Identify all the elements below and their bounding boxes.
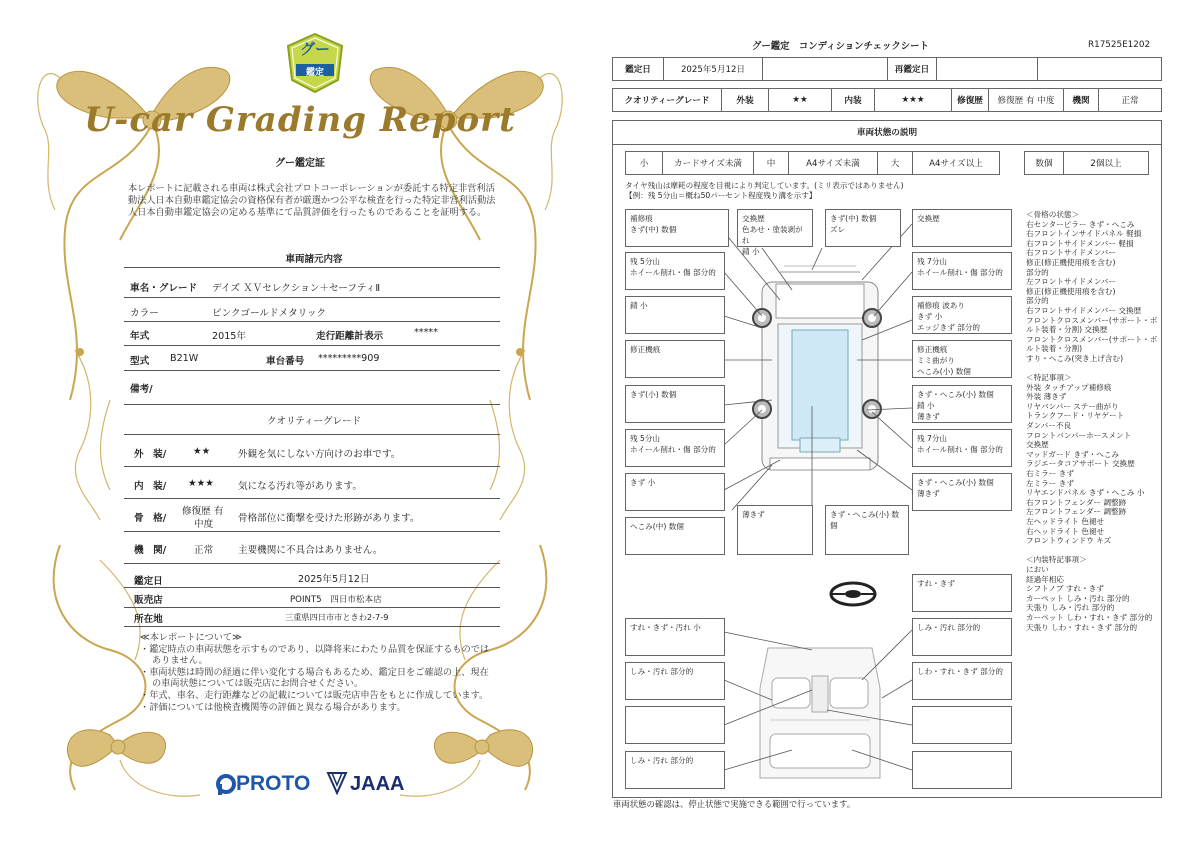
- skeleton-note-line: マッドガード きず・へこみ: [1026, 449, 1120, 459]
- note-line: 交換歴: [917, 214, 940, 223]
- engine-grade-value: 正常: [194, 545, 214, 556]
- mileage-value: *****: [414, 327, 438, 338]
- quality-grade-label: クオリティーグレード: [612, 88, 722, 112]
- skeleton-note-line: 修正(修正機使用痕を含む): [1026, 286, 1116, 296]
- note-box-int-left-4: [625, 751, 725, 789]
- exterior-grade-label: 外 装/: [134, 449, 167, 460]
- skeleton-note-line: 右フロントサイドメンバー 交換歴: [1026, 305, 1142, 315]
- note-text: 車両状態は時間の経過に伴い変化する場合もあるため、鑑定日をご確認の上、現在の車両状態については販売店にお問合せください。: [149, 666, 489, 690]
- size-medium-label: 中: [753, 151, 789, 175]
- note-line: きず・へこみ(小) 数個: [830, 510, 900, 530]
- note-line: ホイール削れ・傷 部分的: [917, 268, 1003, 277]
- divider: [124, 297, 500, 298]
- note-line: きず・へこみ(小) 数個: [917, 478, 994, 487]
- divider: [124, 370, 500, 371]
- interior-value: ★★★: [874, 88, 952, 112]
- skeleton-note-line: 交換歴: [1026, 440, 1049, 450]
- note-line: 薄きず: [742, 510, 765, 519]
- skeleton-note-line: ルト装着・分割) 交換歴: [1026, 325, 1108, 335]
- note-line: 薄きず: [917, 412, 940, 421]
- engine-grade-label: 機 関/: [134, 545, 167, 556]
- divider: [124, 345, 500, 346]
- note-line: エッジきず 部分的: [917, 323, 981, 332]
- shop-value: POINT5 四日市松本店: [290, 595, 382, 605]
- note-line: 修正機痕: [630, 345, 661, 354]
- note-box-left-fender: [625, 296, 725, 334]
- note-line: 残 7分山: [917, 257, 948, 266]
- note-line: 残 7分山: [917, 434, 948, 443]
- chassis-value: *********909: [318, 353, 380, 364]
- note-line: 補修痕 波あり: [917, 301, 965, 310]
- note-box-left-quarter: [625, 473, 725, 511]
- skeleton-note-line: 経過年相応: [1026, 574, 1064, 584]
- skeleton-note-line: 外装 タッチアップ補修痕: [1026, 382, 1112, 392]
- note-line: しみ・汚れ 部分的: [630, 756, 694, 765]
- redate-label: 再鑑定日: [887, 57, 937, 81]
- size-small-label: 小: [625, 151, 663, 175]
- note-text: 評価については他検査機関等の評価と異なる場合があります。: [149, 701, 406, 713]
- bottom-note: 車両状態の確認は、停止状態で実施できる範囲で行っています。: [613, 799, 856, 809]
- skeleton-note-line: におい: [1026, 564, 1049, 574]
- repair-value: 修復歴 有 中度: [988, 88, 1064, 112]
- skeleton-note-line: フロントクロスメンバー(サポート・ボ: [1026, 315, 1158, 325]
- model-label: 型式: [130, 356, 150, 367]
- skeleton-note-line: 天張り しわ・すれ・きず 部分的: [1026, 622, 1138, 632]
- note-line: ホイール削れ・傷 部分的: [630, 268, 716, 277]
- skeleton-note-line: 右センターピラー きず・へこみ: [1026, 219, 1135, 229]
- note-item: ・年式、車名、走行距離などの記載については販売店申告をもとに作成しています。: [140, 689, 489, 701]
- note-line: きず(小) 数個: [630, 390, 677, 399]
- note-line: しみ・汚れ 部分的: [630, 667, 694, 676]
- note-box-int-left-3: [625, 706, 725, 744]
- skeleton-note-line: ＜特記事項＞: [1026, 373, 1072, 383]
- note-box-right-front-tire: [912, 252, 1012, 290]
- note-box-left-rear-door: [625, 385, 725, 423]
- size-small-desc: カードサイズ未満: [662, 151, 754, 175]
- skeleton-note-line: ＜内装特記事項＞: [1026, 555, 1087, 565]
- interior-grade-label: 内 装/: [134, 481, 167, 492]
- note-line: 錆 小: [742, 247, 760, 256]
- note-line: へこみ(小) 数個: [917, 367, 971, 376]
- note-box-left-rear-tire: [625, 429, 725, 467]
- inspection-date-label: 鑑定日: [134, 576, 163, 587]
- note-box-right-quarter: [912, 473, 1012, 511]
- size-medium-desc: A4サイズ未満: [788, 151, 878, 175]
- script-title: U-car Grading Report: [84, 100, 516, 140]
- car-name-value: デイズ ＸＶセレクション＋セーフティⅡ: [212, 283, 381, 294]
- note-line: きず 小: [917, 312, 943, 321]
- exterior-value: ★★: [768, 88, 832, 112]
- divider: [124, 531, 500, 532]
- skeleton-note-line: カーペット しみ・汚れ 部分的: [1026, 593, 1130, 603]
- note-line: 修正機痕: [917, 345, 948, 354]
- skeleton-note-line: カーペット しわ・すれ・きず 部分的: [1026, 612, 1153, 622]
- divider: [124, 434, 500, 435]
- note-item: ・評価については他検査機関等の評価と異なる場合があります。: [140, 701, 406, 713]
- skeleton-note-line: 右フロントサイドメンバー: [1026, 248, 1116, 258]
- skeleton-note-line: すり・へこみ(突き上げ含む): [1026, 353, 1124, 363]
- note-box-right-rear-door: [912, 385, 1012, 423]
- color-label: カラー: [130, 308, 159, 319]
- skeleton-note-line: 右フロントインサイドパネル 軽損: [1026, 229, 1142, 239]
- size-large-desc: A4サイズ以上: [912, 151, 1000, 175]
- note-box-left-rear: [625, 517, 725, 555]
- note-line: ミミ曲がり: [917, 356, 955, 365]
- car-name-label: 車名・グレード: [130, 283, 198, 294]
- note-line: 補修痕: [630, 214, 653, 223]
- divider: [124, 466, 500, 467]
- note-box-int-right-4: [912, 751, 1012, 789]
- note-line: しみ・汚れ 部分的: [917, 623, 981, 632]
- note-box-front-bumper: [737, 209, 813, 256]
- note-box-right-rear-tire: [912, 429, 1012, 467]
- note-box-int-right-3: [912, 706, 1012, 744]
- badge-text-kantei: 鑑定: [305, 68, 324, 78]
- note-box-rear-bumper: [737, 505, 813, 555]
- skeleton-note-line: 部分的: [1026, 267, 1049, 277]
- note-box-int-left-2: [625, 662, 725, 700]
- note-text: 年式、車名、走行距離などの記載については販売店申告をもとに作成しています。: [149, 689, 489, 701]
- jaaa-logo-icon: [326, 771, 348, 795]
- frame-grade-label: 骨 格/: [134, 513, 167, 524]
- skeleton-note-line: 左ミラー きず: [1026, 478, 1074, 488]
- skeleton-note-line: ＜骨格の状態＞: [1026, 210, 1080, 219]
- note-item: ・車両状態は時間の経過に伴い変化する場合もあるため、鑑定日をご確認の上、現在の車両状態については販売店にお問合せください。: [140, 666, 489, 690]
- note-box-left-front-tire: [625, 252, 725, 290]
- skeleton-note-line: [1026, 364, 1158, 374]
- chassis-label: 車台番号: [266, 356, 305, 367]
- note-line: 錆 小: [917, 401, 935, 410]
- skeleton-note-line: シフトノブ すれ・きず: [1026, 584, 1104, 594]
- note-line: きず 小: [630, 478, 656, 487]
- note-box-int-right-2: [912, 662, 1012, 700]
- mileage-label: 走行距離計表示: [316, 331, 384, 342]
- skeleton-note-line: 右フロントフェンダー 調整跡: [1026, 497, 1127, 507]
- address-value: 三重県四日市市ときわ2-7-9: [285, 612, 389, 622]
- size-large-label: 大: [877, 151, 913, 175]
- note-line: 色あせ・塗装剥がれ: [742, 225, 803, 245]
- skeleton-note-line: ルト装着・分割): [1026, 344, 1083, 354]
- color-value: ピンクゴールドメタリック: [212, 308, 327, 319]
- divider: [124, 563, 500, 564]
- skeleton-note-line: フロントウィンドウ キズ: [1026, 536, 1112, 546]
- skeleton-notes: [1026, 210, 1158, 632]
- note-box-hood: [825, 209, 901, 247]
- note-box-left-front-door: [625, 340, 725, 378]
- frame-grade-value: 修復歴 有: [182, 506, 224, 517]
- report-id: R17525E1202: [1088, 40, 1151, 50]
- divider: [124, 626, 500, 627]
- engine-grade-desc: 主要機関に不具合はありません。: [238, 545, 383, 556]
- skeleton-note-line: ラジエータコアサポート 交換歴: [1026, 459, 1135, 469]
- note-line: しわ・すれ・きず 部分的: [917, 667, 1003, 676]
- note-line: ホイール削れ・傷 部分的: [917, 445, 1003, 454]
- note-line: 残 5分山: [630, 434, 661, 443]
- engine-label: 機関: [1063, 88, 1099, 112]
- note-line: きず(中) 数個: [630, 225, 677, 234]
- note-box-int-left-1: [625, 618, 725, 656]
- note-box-int-right-1: [912, 618, 1012, 656]
- note-line: ホイール削れ・傷 部分的: [630, 445, 716, 454]
- note-line: 交換歴: [742, 214, 765, 223]
- proto-logo-text: PROTO: [236, 772, 311, 795]
- repair-label: 修復歴: [951, 88, 989, 112]
- badge-text-goo: グー: [299, 40, 330, 58]
- skeleton-note-line: [1026, 546, 1158, 556]
- divider: [124, 267, 500, 268]
- remarks-label: 備考/: [130, 384, 153, 395]
- exterior-grade-value: ★★: [193, 446, 211, 457]
- skeleton-note-line: リヤバンパー ステー曲がり: [1026, 401, 1119, 411]
- skeleton-note-line: リヤエンドパネル きず・へこみ 小: [1026, 488, 1145, 498]
- note-line: 薄きず: [917, 489, 940, 498]
- skeleton-note-line: 左ヘッドライト 色褪せ: [1026, 517, 1105, 526]
- divider: [124, 498, 500, 499]
- note-line: すれ・きず: [917, 579, 955, 588]
- frame-grade-desc: 骨格部位に衝撃を受けた形跡があります。: [238, 513, 420, 524]
- left-side-swirl: [75, 348, 110, 520]
- inspection-date-value: 2025年5月12日: [298, 574, 370, 585]
- skeleton-note-line: 左フロントフェンダー 調整跡: [1026, 507, 1127, 517]
- divider: [124, 587, 500, 588]
- tire-note-2: 【例：残 5分山＝概ね50パーセント程度残り溝を示す】: [625, 191, 817, 200]
- skeleton-note-line: 部分的: [1026, 296, 1049, 306]
- shop-label: 販売店: [134, 595, 163, 606]
- skeleton-note-line: 外装 薄きず: [1026, 392, 1067, 402]
- skeleton-note-line: トランクフード・リヤゲート: [1026, 411, 1125, 421]
- note-line: 残 5分山: [630, 257, 661, 266]
- note-line: きず・へこみ(小) 数個: [917, 390, 994, 399]
- note-line: 錆 小: [630, 301, 648, 310]
- divider: [124, 607, 500, 608]
- note-box-right-front-door: [912, 340, 1012, 378]
- interior-label: 内装: [831, 88, 875, 112]
- report-notes: [140, 632, 490, 713]
- exterior-label: 外装: [721, 88, 769, 112]
- skeleton-note-line: フロントクロスメンバー(サポート・ボ: [1026, 334, 1158, 344]
- proto-logo-icon: [216, 774, 236, 796]
- date-value: 2025年5月12日: [663, 57, 763, 81]
- divider: [124, 404, 500, 405]
- note-box-front-right: [912, 209, 1012, 247]
- skeleton-note-line: 右ミラー きず: [1026, 469, 1074, 479]
- skeleton-note-line: フロントバンパーホースメント: [1026, 430, 1132, 440]
- skeleton-note-line: 右ヘッドライト 色褪せ: [1026, 526, 1105, 536]
- tire-note-1: タイヤ残山は摩耗の程度を目視により判定しています。(ミリ表示ではありません): [625, 181, 904, 190]
- date-label: 鑑定日: [612, 57, 664, 81]
- note-box-right-fender: [912, 296, 1012, 334]
- jaaa-logo-text: JAAA: [350, 773, 405, 795]
- divider: [124, 321, 500, 322]
- year-label: 年式: [130, 331, 150, 342]
- note-item: ・鑑定時点の車両状態を示すものであり、以降将来にわたり品質を保証するものではありません。: [140, 643, 490, 667]
- count-desc: 2個以上: [1063, 151, 1149, 175]
- note-line: へこみ(中) 数個: [630, 522, 684, 531]
- skeleton-note-line: 天張り しみ・汚れ 部分的: [1026, 603, 1115, 613]
- quality-section-title: クオリティーグレード: [266, 416, 362, 427]
- spec-section-title: 車両諸元内容: [285, 254, 343, 265]
- frame-grade-value-2: 中度: [194, 519, 214, 530]
- skeleton-note-line: 修正(修正機使用痕を含む): [1026, 257, 1116, 267]
- count-label: 数個: [1024, 151, 1064, 175]
- note-box-front-left: [625, 209, 729, 247]
- note-box-steering: [912, 574, 1012, 612]
- skeleton-note-line: 右フロントサイドメンバー 軽損: [1026, 238, 1134, 248]
- interior-grade-value: ★★★: [188, 478, 214, 489]
- note-line: きず(中) 数個: [830, 214, 877, 223]
- certificate-subtitle: グー鑑定証: [275, 158, 325, 169]
- certificate-intro: 本レポートに記載される車両は株式会社プロトコーポレーションが委託する特定非営利活動法人日本自動車鑑定協会の資格保有者が厳選かつ公平な検査を行った特定非営利活動法人日本自動車鑑定協会の定める基準にて品質評価を行ったものであることを証明する。: [128, 183, 496, 218]
- note-box-rear-gate: [825, 505, 909, 555]
- empty-cell: [762, 57, 888, 81]
- exterior-grade-desc: 外観を気にしない方向けのお車です。: [238, 449, 401, 460]
- note-line: すれ・きず・汚れ 小: [630, 623, 701, 632]
- condition-title: 車両状態の説明: [612, 120, 1162, 145]
- model-value: B21W: [170, 353, 199, 364]
- engine-value: 正常: [1098, 88, 1162, 112]
- note-text: 鑑定時点の車両状態を示すものであり、以降将来にわたり品質を保証するものではありません。: [149, 643, 490, 667]
- year-value: 2015年: [212, 331, 247, 342]
- interior-grade-desc: 気になる汚れ等があります。: [238, 481, 362, 492]
- redate-value: [936, 57, 1038, 81]
- skeleton-note-line: ダンパー不良: [1026, 421, 1072, 431]
- skeleton-note-line: 左フロントサイドメンバー: [1026, 277, 1116, 287]
- notes-title: ≪本レポートについて≫: [140, 632, 242, 643]
- note-line: ズレ: [830, 225, 846, 234]
- address-label: 所在地: [134, 614, 163, 625]
- sheet-title: グー鑑定 コンディションチェックシート: [752, 41, 929, 52]
